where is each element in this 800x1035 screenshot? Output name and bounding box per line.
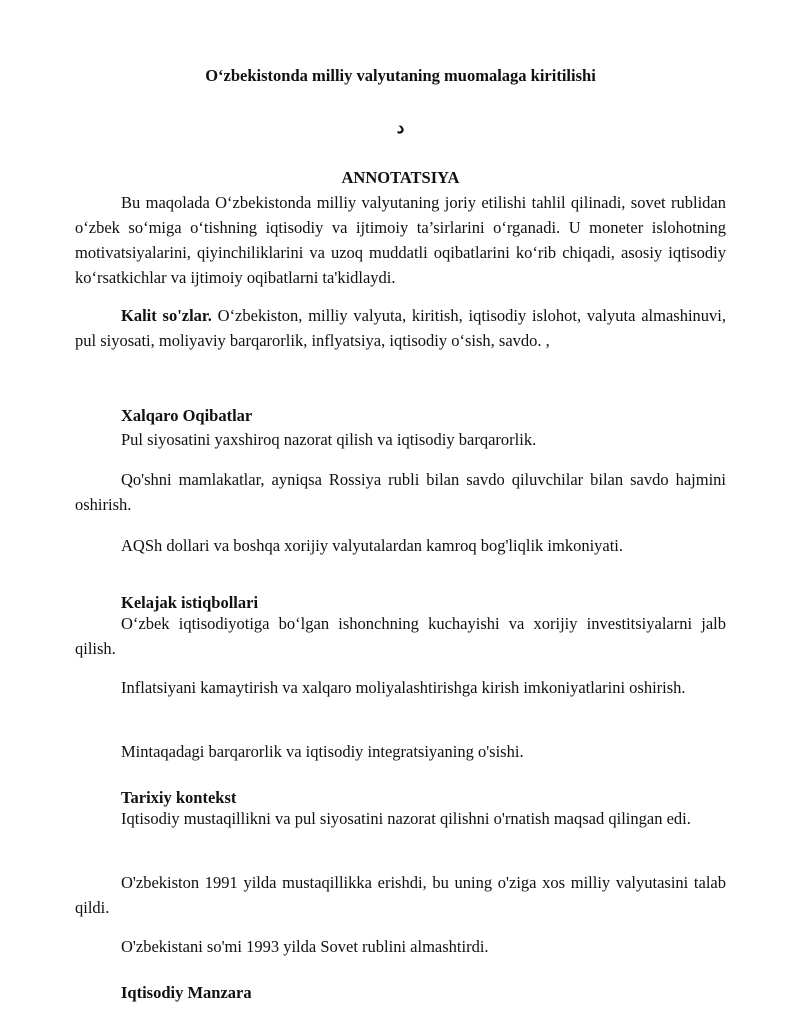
section-paragraph: AQSh dollari va boshqa xorijiy valyutalardan kamroq bog'liqlik imkoniyati. bbox=[121, 536, 624, 555]
section-heading-kelajak: Kelajak istiqbollari bbox=[121, 593, 259, 612]
section-heading-iqtisodiy: Iqtisodiy Manzara bbox=[121, 983, 252, 1002]
document-title: O‘zbekistonda milliy valyutaning muomalaga kiritilishi bbox=[205, 66, 596, 85]
section-paragraph: Qo'shni mamlakatlar, ayniqsa Rossiya rubli bilan savdo qiluvchilar bilan savdo hajmini oshirish. bbox=[75, 470, 726, 514]
section-paragraph: Iqtisodiy mustaqillikni va pul siyosatini nazorat qilishni o'rnatish maqsad qilingan edi. bbox=[121, 809, 691, 828]
keywords-text: O‘zbekiston, milliy valyuta, kiritish, iqtisodiy islohot, valyuta almashinuvi, pul siyosati, moliyaviy barqarorlik, inflyatsiya, iqtisodiy o‘sish, savdo. , bbox=[75, 306, 726, 350]
arabic-mark: د bbox=[396, 118, 405, 137]
section-heading-tarixiy: Tarixiy kontekst bbox=[121, 788, 237, 807]
section-heading-xalqaro: Xalqaro Oqibatlar bbox=[121, 406, 253, 425]
annotation-paragraph: Bu maqolada O‘zbekistonda milliy valyutaning joriy etilishi tahlil qilinadi, sovet rublidan o‘zbek so‘miga o‘tishning iqtisodiy va ijtimoiy ta’sirlarini o‘rganadi. U moneter islohotning motivatsiyalarini, qiyinchiliklarini va uzoq muddatli oqibatlarini ko‘rib chiqadi, asosiy iqtisodiy ko‘rsatkichlar va ijtimoiy oqibatlarni ta'kidlaydi. bbox=[75, 193, 726, 287]
section-paragraph: O‘zbek iqtisodiyotiga bo‘lgan ishonchning kuchayishi va xorijiy investitsiyalarni jalb qilish. bbox=[75, 614, 726, 658]
keywords-label: Kalit so'zlar. bbox=[121, 306, 212, 325]
section-paragraph: Pul siyosatini yaxshiroq nazorat qilish va iqtisodiy barqarorlik. bbox=[121, 430, 537, 449]
section-paragraph: O'zbekiston 1991 yilda mustaqillikka erishdi, bu uning o'ziga xos milliy valyutasini talab qildi. bbox=[75, 873, 726, 917]
keywords-paragraph bbox=[75, 303, 726, 353]
section-paragraph: Mintaqadagi barqarorlik va iqtisodiy integratsiyaning o'sishi. bbox=[121, 742, 524, 761]
annotation-heading: ANNOTATSIYA bbox=[341, 168, 460, 187]
section-paragraph: O'zbekistani so'mi 1993 yilda Sovet rublini almashtirdi. bbox=[121, 937, 489, 956]
section-paragraph: Inflatsiyani kamaytirish va xalqaro moliyalashtirishga kirish imkoniyatlarini oshirish. bbox=[121, 678, 686, 697]
